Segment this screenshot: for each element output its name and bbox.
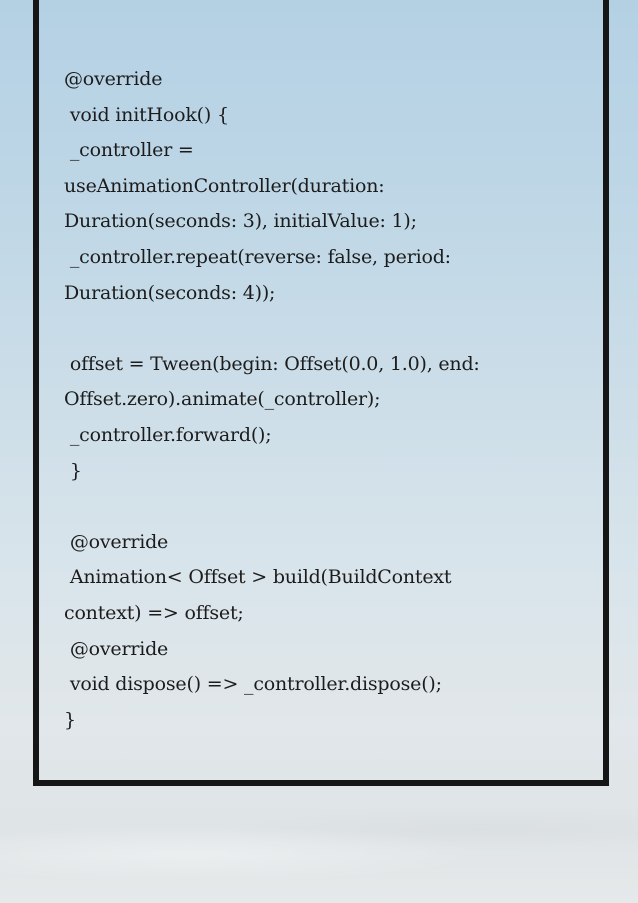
code-line: useAnimationController(duration:: [64, 174, 385, 197]
code-line: [64, 489, 584, 525]
code-line: context) => offset;: [64, 601, 244, 624]
code-line: _controller =: [64, 139, 194, 162]
code-line: offset = Tween(begin: Offset(0.0, 1.0), end:: [64, 352, 480, 375]
code-line: @override: [64, 68, 163, 90]
code-line: void dispose() => _controller.dispose();: [64, 673, 442, 696]
code-line: _controller.repeat(reverse: false, period:: [64, 245, 451, 268]
background-haze: [0, 780, 638, 903]
code-line: [64, 311, 584, 347]
code-line: void initHook() {: [64, 103, 229, 126]
code-line: Animation< Offset > build(BuildContext: [64, 566, 452, 589]
code-line: Duration(seconds: 3), initialValue: 1);: [64, 210, 417, 233]
code-line: }: [64, 459, 82, 482]
code-line: }: [64, 708, 76, 731]
code-line: @override: [64, 637, 169, 660]
code-block: [64, 62, 584, 738]
code-line: Duration(seconds: 4));: [64, 281, 276, 304]
code-line: _controller.forward();: [64, 423, 272, 446]
code-line: @override: [64, 530, 169, 553]
code-line: Offset.zero).animate(_controller);: [64, 388, 381, 411]
